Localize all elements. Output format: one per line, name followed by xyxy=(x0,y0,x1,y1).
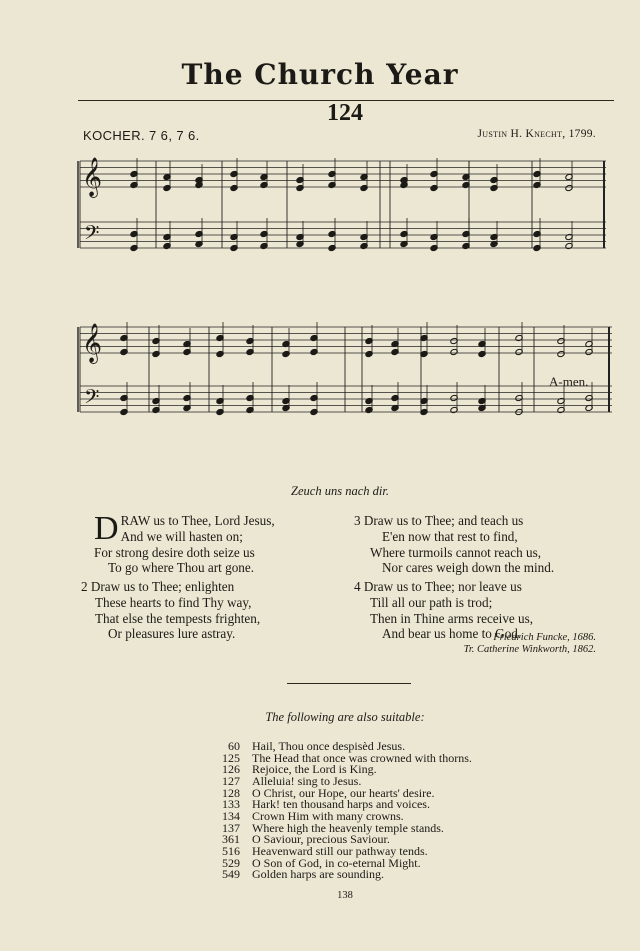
author-credit: Friedrich Funcke, 1686. xyxy=(493,632,596,643)
page-number: 138 xyxy=(337,890,353,901)
composer-credit: Justin H. Knecht, 1799. xyxy=(477,128,596,140)
stanza-line: That else the tempests frighten, xyxy=(95,610,261,626)
hymn-reference-number: 516 xyxy=(222,843,240,858)
stanza-line: 2 Draw us to Thee; enlighten xyxy=(81,579,235,594)
stanza-1 xyxy=(94,510,275,576)
also-suitable-title: The following are also suitable: xyxy=(265,710,425,724)
section-divider xyxy=(287,683,411,684)
svg-text:𝄞: 𝄞 xyxy=(82,323,103,363)
stanza-line: 3 Draw us to Thee; and teach us xyxy=(354,513,524,528)
hymn-reference-number: 125 xyxy=(222,750,240,765)
hymn-reference-number: 128 xyxy=(222,785,240,800)
stanza-line: E'en now that rest to find, xyxy=(382,528,518,544)
stanza-line: RAW us to Thee, Lord Jesus, xyxy=(120,513,275,528)
stanza-line: Till all our path is trod; xyxy=(370,594,493,610)
hymn-reference-title: O Christ, our Hope, our hearts' desire. xyxy=(252,785,435,800)
stanza-2 xyxy=(81,579,260,642)
hymn-reference-title: Rejoice, the Lord is King. xyxy=(252,762,377,777)
hymn-reference-number: 137 xyxy=(222,820,240,835)
music-score xyxy=(74,140,614,465)
stanza-line: For strong desire doth seize us xyxy=(94,544,255,560)
hymn-reference-title: Hail, Thou once despisèd Jesus. xyxy=(252,739,406,753)
source-text: Zeuch uns nach dir. xyxy=(291,484,389,498)
hymn-reference-number: 133 xyxy=(222,797,240,812)
hymn-reference-title: O Saviour, precious Saviour. xyxy=(252,832,390,847)
hymn-reference-number: 361 xyxy=(222,832,240,847)
stanza-line: And bear us home to God. xyxy=(382,626,522,642)
amen-text: A-men. xyxy=(549,374,589,389)
hymn-reference-number: 126 xyxy=(222,762,240,777)
stanza-3 xyxy=(354,513,554,576)
hymn-reference-title: Hark! ten thousand harps and voices. xyxy=(252,797,430,812)
tune-name: KOCHER. 7 6, 7 6. xyxy=(83,128,200,143)
also-suitable-list xyxy=(200,741,472,881)
stanza-line: To go where Thou art gone. xyxy=(108,560,255,576)
stanza-line: Where turmoils cannot reach us, xyxy=(370,544,542,560)
hymn-reference-title: Alleluia! sing to Jesus. xyxy=(252,773,362,788)
hymn-reference-row xyxy=(200,869,472,881)
hymn-number: 124 xyxy=(327,100,363,126)
svg-text:𝄞: 𝄞 xyxy=(82,157,103,197)
stanza-line: Nor cares weigh down the mind. xyxy=(382,560,555,576)
stanza-line: And we will hasten on; xyxy=(120,528,243,544)
stanza-line: Then in Thine arms receive us, xyxy=(370,610,534,626)
hymn-reference-title: The Head that once was crowned with thorns. xyxy=(252,750,472,765)
hymn-reference-title: Golden harps are sounding. xyxy=(252,867,384,882)
hymn-reference-number: 60 xyxy=(228,739,240,753)
hymn-reference-number: 127 xyxy=(222,773,240,788)
stanza-line: Or pleasures lure astray. xyxy=(108,626,236,642)
svg-text:𝄢: 𝄢 xyxy=(84,221,100,249)
hymn-reference-number: 549 xyxy=(222,867,240,882)
hymn-reference-number: 529 xyxy=(222,855,240,870)
hymn-reference-number: 134 xyxy=(222,808,240,823)
hymn-reference-title: Crown Him with many crowns. xyxy=(252,808,404,823)
translator-credit: Tr. Catherine Winkworth, 1862. xyxy=(463,644,596,655)
stanza-line: 4 Draw us to Thee; nor leave us xyxy=(354,579,522,594)
drop-cap: D xyxy=(94,510,119,547)
section-title: The Church Year xyxy=(181,58,459,91)
hymn-reference-title: Where high the heavenly temple stands. xyxy=(252,820,444,835)
svg-text:𝄢: 𝄢 xyxy=(84,385,100,413)
hymn-reference-title: Heavenward still our pathway tends. xyxy=(252,843,428,858)
stanza-line: These hearts to find Thy way, xyxy=(95,594,252,610)
hymn-reference-title: O Son of God, in co-eternal Might. xyxy=(252,855,421,870)
